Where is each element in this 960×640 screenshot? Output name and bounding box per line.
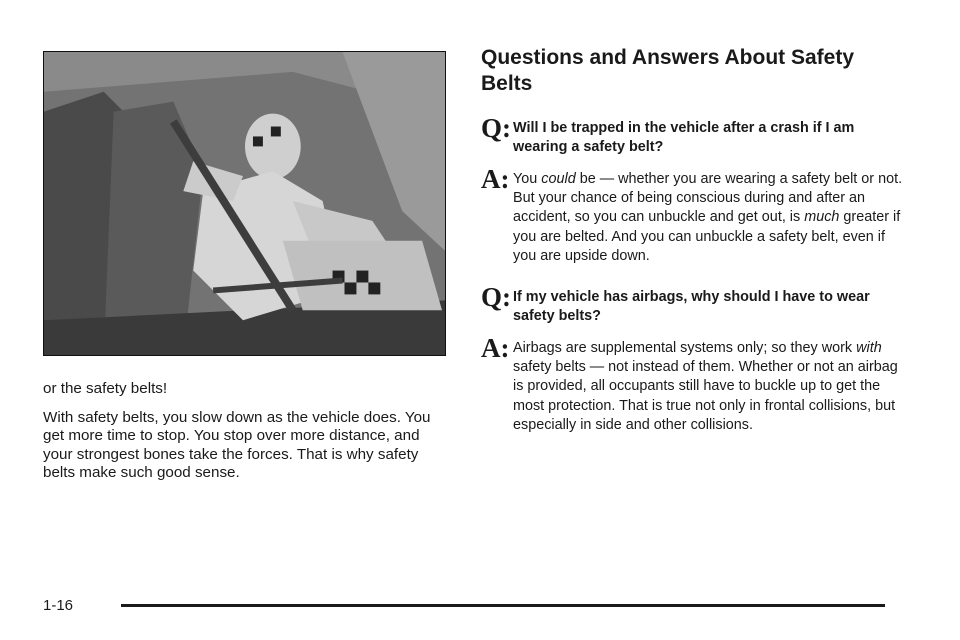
q-label: Q: <box>481 113 511 143</box>
body-paragraph: With safety belts, you slow down as the vehicle does. You get more time to stop. You stop over more distance, and your strongest bones take the forces. That is why safety belts make such good sense. <box>43 408 431 481</box>
page-number: 1-16 <box>43 597 74 614</box>
answer-1-text: You could be — whether you are wearing a safety belt or not. But your chance of being conscious during and after an accident, so you can unbuckle and get out, is much greater if you are belted. And you can unbuckle a safety belt, even if you are upside down. <box>513 171 903 264</box>
a-label: A: <box>481 333 510 364</box>
question-2 <box>481 282 911 325</box>
answer-2 <box>481 333 911 435</box>
question-1-text: Will I be trapped in the vehicle after a crash if I am wearing a safety belt? <box>513 120 855 155</box>
section-title: Questions and Answers About Safety Belts <box>481 46 855 95</box>
a-label: A: <box>481 164 510 194</box>
left-column-text <box>43 380 453 493</box>
crash-test-dummy-illustration <box>44 52 445 355</box>
qa-section <box>481 45 911 435</box>
answer-1 <box>481 164 911 266</box>
answer-2-text: Airbags are supplemental systems only; so they work with safety belts — not instead of them. Whether or not an airbag is provided, all occupants still have to buckle up to get the most protection. That is true not only in frontal collisions, but especially in side and other collisions. <box>513 340 898 433</box>
question-2-text: If my vehicle has airbags, why should I have to wear safety belts? <box>513 289 870 324</box>
caption-fragment: or the safety belts! <box>43 380 168 397</box>
q-label: Q: <box>481 282 511 313</box>
footer-rule <box>121 604 885 607</box>
question-1 <box>481 113 911 156</box>
crash-test-dummy-photo <box>43 51 446 356</box>
